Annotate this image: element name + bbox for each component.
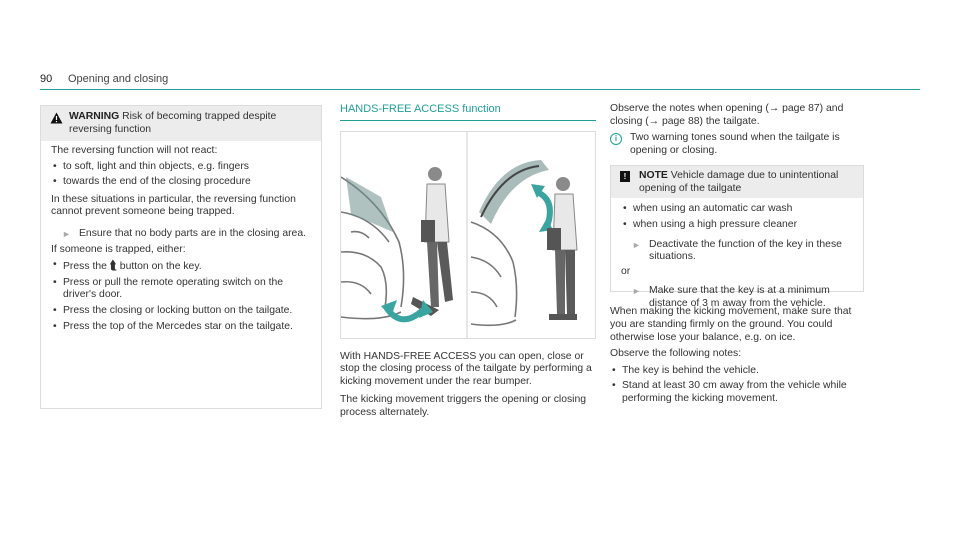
list-item: • Press the top of the Mercedes star on the tailgate. bbox=[51, 321, 313, 334]
trapped-intro: If someone is trapped, either: bbox=[51, 243, 186, 255]
step-ensure bbox=[51, 228, 313, 241]
step-text: Make sure that the key is at a minimum distance of 3 m away from the vehicle. bbox=[649, 285, 830, 309]
list-item: • towards the end of the closing procedure bbox=[51, 176, 313, 189]
warning-triangle-icon bbox=[50, 112, 63, 124]
list-item: • Stand at least 30 cm away from the vehicle while performing the kicking movement. bbox=[610, 380, 870, 405]
list-item: • Press the closing or locking button on the tailgate. bbox=[51, 305, 313, 318]
note-list bbox=[621, 203, 855, 231]
observe-notes: Observe the notes when opening (→ page 87) and closing (→ page 88) the tailgate. bbox=[610, 103, 844, 127]
warning-body bbox=[41, 141, 321, 333]
list-item: • when using an automatic car wash bbox=[621, 203, 855, 216]
no-react-list bbox=[51, 161, 313, 189]
person-left bbox=[411, 167, 453, 316]
section-title: Opening and closing bbox=[68, 73, 169, 85]
right-column bbox=[610, 103, 870, 411]
warning-situations: In these situations in particular, the reversing function cannot prevent someone being trapped. bbox=[51, 193, 296, 218]
hands-free-title: HANDS-FREE ACCESS function bbox=[340, 103, 596, 121]
note-body bbox=[611, 198, 863, 310]
step-arrow-icon: ► bbox=[632, 239, 641, 250]
warning-keyword: WARNING bbox=[69, 111, 120, 122]
hands-free-para1: With HANDS-FREE ACCESS you can open, close or stop the closing process of the tailgate by performing a kicking movement under the rear bumper. bbox=[340, 350, 592, 387]
page-header bbox=[40, 70, 920, 90]
hands-free-para2: The kicking movement triggers the opening or closing process alternately. bbox=[340, 394, 587, 418]
or-text: or bbox=[621, 265, 631, 277]
step-text: Ensure that no body parts are in the closing area. bbox=[79, 227, 307, 239]
trapped-list bbox=[51, 259, 313, 333]
warning-header bbox=[41, 106, 321, 141]
step-deactivate bbox=[621, 239, 855, 264]
hands-free-illustration bbox=[340, 131, 596, 339]
hands-free-section bbox=[340, 103, 596, 420]
info-icon: i bbox=[610, 133, 622, 145]
step-text: Deactivate the function of the key in these situations. bbox=[649, 238, 842, 263]
list-item: • Press or pull the remote operating switch on the driver's door. bbox=[51, 277, 313, 302]
step-arrow-icon: ► bbox=[62, 228, 71, 239]
list-item: • to soft, light and thin objects, e.g. fingers bbox=[51, 161, 313, 174]
following-notes-intro: Observe the following notes: bbox=[610, 348, 742, 360]
info-note bbox=[610, 132, 870, 157]
list-item-text: Press the bbox=[63, 261, 110, 273]
note-header bbox=[611, 166, 863, 198]
list-item bbox=[51, 259, 313, 274]
hands-free-drawing bbox=[341, 132, 595, 338]
exclamation-icon: ! bbox=[620, 171, 630, 182]
kicking-note: When making the kicking movement, make sure that you are standing firmly on the ground. You could otherwise lose your balance, e.g. on ice. bbox=[610, 306, 852, 343]
note-keyword: NOTE bbox=[639, 170, 668, 182]
note-box bbox=[610, 165, 864, 309]
step-key-distance bbox=[621, 285, 855, 310]
info-text: Two warning tones sound when the tailgate is opening or closing. bbox=[630, 132, 840, 156]
page-number: 90 bbox=[40, 73, 53, 85]
warning-box bbox=[40, 105, 322, 409]
list-item: • when using a high pressure cleaner bbox=[621, 219, 855, 232]
warning-intro: The reversing function will not react: bbox=[51, 145, 218, 156]
step-arrow-icon: ► bbox=[632, 286, 641, 297]
tailgate-button-icon: ⮬ bbox=[109, 258, 117, 273]
warning-title: Risk of becoming trapped despite reversing function bbox=[69, 111, 277, 135]
person-right bbox=[547, 177, 577, 320]
list-item: • The key is behind the vehicle. bbox=[610, 365, 870, 378]
following-list bbox=[610, 365, 870, 406]
note-title: Vehicle damage due to unintentional opening of the tailgate bbox=[639, 170, 839, 194]
list-item-text: button on the key. bbox=[116, 261, 202, 273]
car-rear-right bbox=[471, 222, 517, 325]
